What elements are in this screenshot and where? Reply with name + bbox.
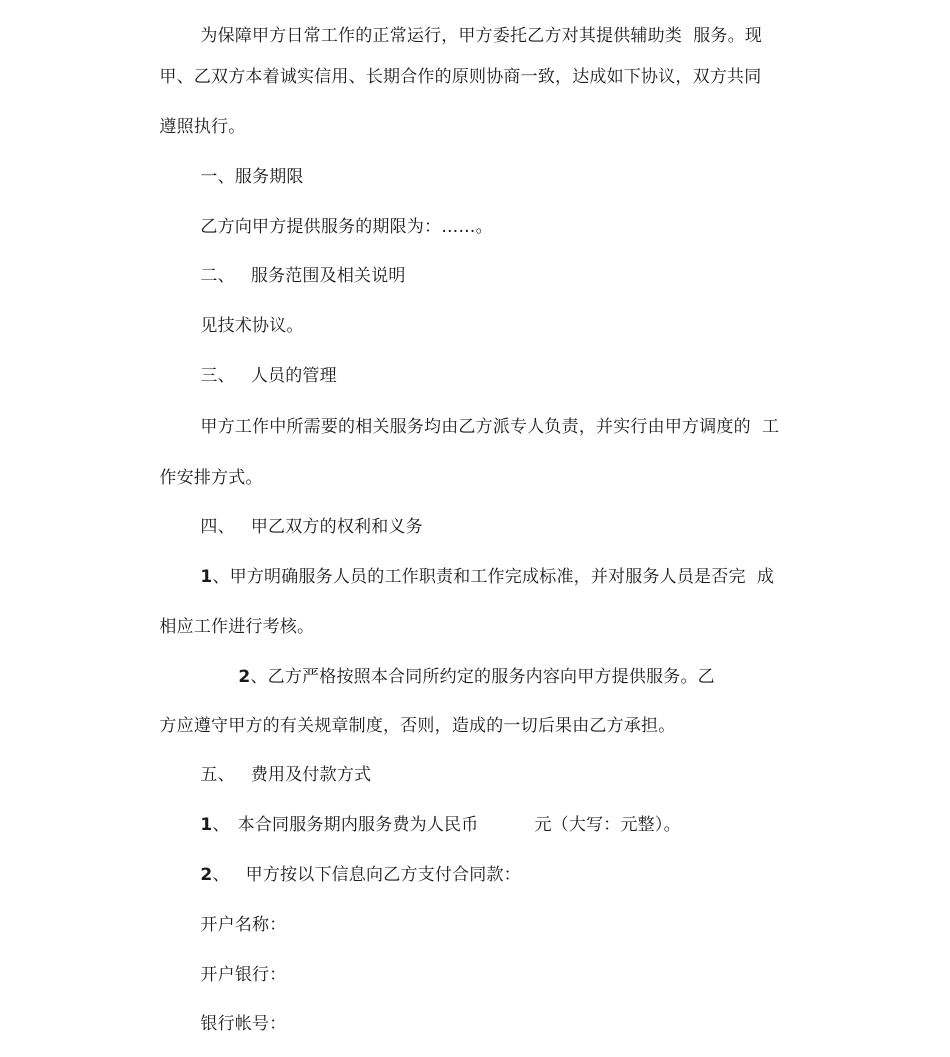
section-number: 四、: [200, 517, 235, 537]
section-number: 二、: [200, 266, 235, 286]
text: 、乙方严格按照本合同所约定的服务内容向甲方提供服务。乙: [250, 667, 715, 687]
text: 为保障甲方日常工作的正常运行，甲方委托乙方对其提供辅助类 服务。现: [200, 26, 763, 46]
item-number: 2: [200, 865, 213, 885]
text: 费用及付款方式: [250, 765, 372, 785]
text: 方应遵守甲方的有关规章制度，否则，造成的一切后果由乙方承担。: [159, 716, 676, 736]
text: 甲、乙双方本着诚实信用、长期合作的原则协商一致，达成如下协议，双方共同: [159, 67, 762, 87]
text: 乙方向甲方提供服务的期限为：……。: [200, 217, 493, 237]
section-number: 五、: [200, 765, 235, 785]
account-number-label: [178, 991, 286, 1057]
text: 开户银行：: [200, 965, 287, 985]
item-number: 1: [200, 815, 213, 835]
separator: 、: [212, 865, 230, 885]
section-number: 三、: [200, 366, 235, 386]
text: 遵照执行。: [159, 117, 246, 137]
text: 服务范围及相关说明: [250, 266, 406, 286]
separator: 、: [212, 815, 230, 835]
text: 银行帐号：: [200, 1014, 287, 1034]
text: 、甲方明确服务人员的工作职责和工作完成标准，并对服务人员是否完 成: [212, 567, 775, 587]
text: 人员的管理: [250, 366, 337, 386]
item-number: 1: [200, 567, 213, 587]
text: 相应工作进行考核。: [159, 617, 315, 637]
item-number: 2: [238, 667, 251, 687]
text: 甲方工作中所需要的相关服务均由乙方派专人负责，并实行由甲方调度的 工: [200, 417, 780, 437]
text: 甲方按以下信息向乙方支付合同款：: [245, 865, 521, 885]
text: 开户名称：: [200, 915, 287, 935]
text: 一、服务期限: [200, 167, 304, 187]
section-3-body-line-1: [178, 394, 779, 460]
text: 作安排方式。: [159, 468, 263, 488]
text: 元（大写：元整）。: [534, 815, 681, 835]
text: 甲乙双方的权利和义务: [250, 517, 423, 537]
text: 见技术协议。: [200, 316, 304, 336]
text: 本合同服务期内服务费为人民币: [237, 815, 479, 835]
